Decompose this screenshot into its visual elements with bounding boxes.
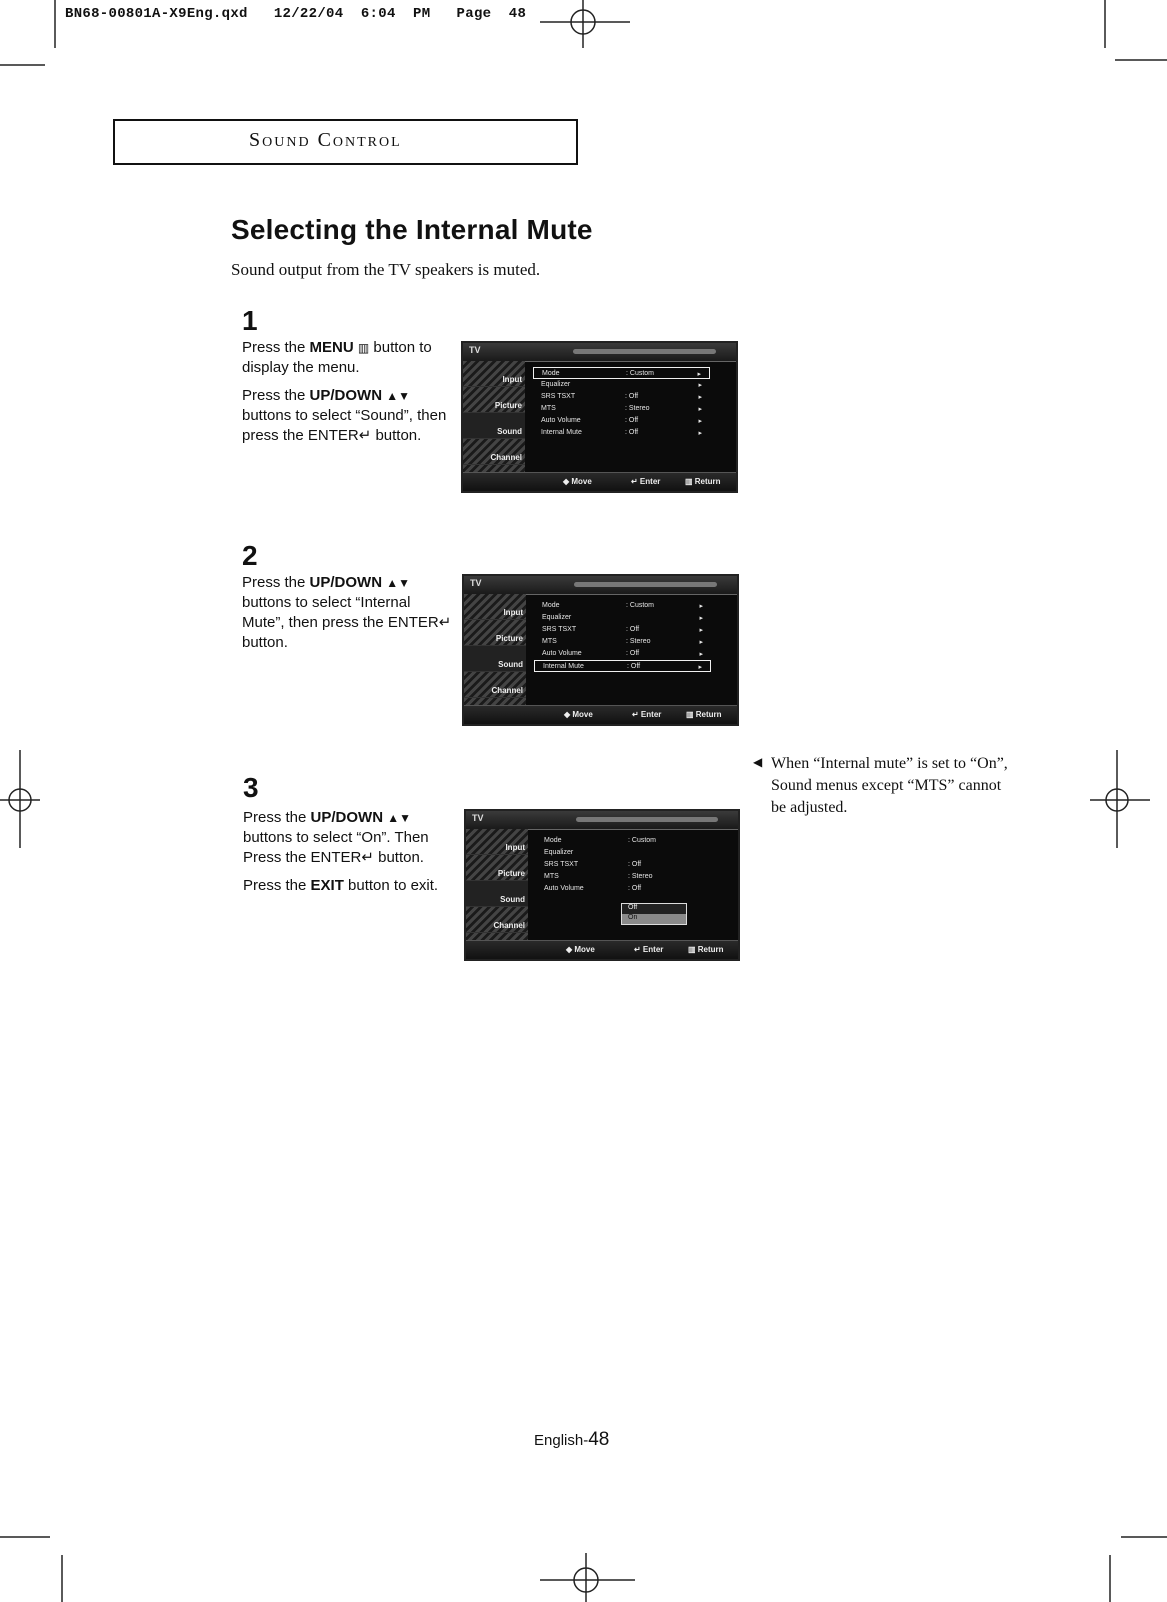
menu-row-mode: Mode : Custom <box>544 837 657 844</box>
step-3-paragraph-2: Press the EXIT button to exit. <box>243 877 439 894</box>
menu-row-mode: Mode : Custom ▸ <box>533 367 710 379</box>
menu-row-internal-mute: Internal Mute : Off ▸ <box>541 429 702 437</box>
step-3-instructions <box>243 808 459 904</box>
step-1-paragraph-1: Press the MENU ▥ button to display the menu. <box>242 339 432 376</box>
tv-menu-sidebar <box>463 361 525 473</box>
tv-menu-sidebar <box>466 829 528 941</box>
menu-row-srs-tsxt: SRS TSXT : Off ▸ <box>541 393 702 401</box>
menu-row-internal-mute: Internal Mute : Off ▸ <box>534 660 711 672</box>
tv-menu-rows <box>534 600 711 672</box>
sidebar-item-input: Input <box>466 829 528 855</box>
menu-icon: ▥ <box>357 341 370 355</box>
tv-menu-screenshot-step-3 <box>464 809 740 961</box>
menu-row-equalizer: Equalizer ▸ <box>541 381 702 389</box>
step-2-paragraph-1: Press the UP/DOWN ▲▼ buttons to select “Internal Mute”, then press the ENTER↵ button. <box>242 574 452 651</box>
menu-row-equalizer: Equalizer ▸ <box>542 614 703 622</box>
page-number: English-48 <box>534 1429 610 1450</box>
tv-menu-topbar: TV <box>463 343 736 362</box>
tv-menu-topbar: TV <box>464 576 737 595</box>
up-down-arrows-icon: ▲▼ <box>386 389 410 403</box>
page-title: Selecting the Internal Mute <box>231 214 593 245</box>
step-3-number: 3 <box>243 772 259 803</box>
up-down-arrows-icon: ▲▼ <box>387 811 411 825</box>
tv-menu-screenshot-step-1 <box>461 341 738 493</box>
menu-row-srs-tsxt: SRS TSXT : Off ▸ <box>542 626 703 634</box>
sidebar-item-picture: Picture <box>466 855 528 881</box>
menu-row-auto-volume: Auto Volume : Off ▸ <box>542 650 703 658</box>
triangle-left-icon: ◀ <box>753 755 763 769</box>
sidebar-item-picture: Picture <box>463 387 525 413</box>
sidebar-item-sound: Sound <box>463 413 525 439</box>
tv-menu-topbar: TV <box>466 811 738 830</box>
menu-row-mode: Mode : Custom ▸ <box>542 602 703 610</box>
tv-menu-footer: ◆ Move ↵ Enter ▥ Return <box>464 705 737 724</box>
section-title: Sound Control <box>249 129 402 151</box>
sidebar-item-input: Input <box>463 361 525 387</box>
menu-row-mts: MTS : Stereo ▸ <box>541 405 702 413</box>
tv-menu-footer: ◆ Move ↵ Enter ▥ Return <box>466 940 738 959</box>
step-1-number: 1 <box>242 305 258 336</box>
sidebar-item-channel: Channel <box>464 672 526 698</box>
side-note: When “Internal mute” is set to “On”, Sound menus except “MTS” cannot be adjusted. <box>771 755 1008 816</box>
intro-text: Sound output from the TV speakers is muted. <box>231 260 541 279</box>
print-slug: BN68-00801A-X9Eng.qxd 12/22/04 6:04 PM Page 48 <box>65 6 527 22</box>
menu-row-auto-volume: Auto Volume : Off <box>544 885 642 892</box>
menu-row-equalizer: Equalizer <box>544 849 574 856</box>
tv-menu-rows <box>533 367 710 439</box>
sidebar-item-picture: Picture <box>464 620 526 646</box>
step-1-paragraph-2: Press the UP/DOWN ▲▼ buttons to select “Sound”, then press the ENTER↵ button. <box>242 387 447 444</box>
sidebar-item-input: Input <box>464 594 526 620</box>
sidebar-item-channel: Channel <box>466 907 528 933</box>
popup-option-off: Off <box>628 904 638 911</box>
tv-menu-rows <box>536 835 712 895</box>
menu-row-auto-volume: Auto Volume : Off ▸ <box>541 417 702 425</box>
step-2-number: 2 <box>242 540 258 571</box>
step-2-instructions <box>242 573 452 661</box>
menu-row-mts: MTS : Stereo ▸ <box>542 638 703 646</box>
sidebar-item-sound: Sound <box>466 881 528 907</box>
step-1-instructions <box>242 338 452 454</box>
menu-row-mts: MTS : Stereo <box>544 873 653 880</box>
step-3-paragraph-1: Press the UP/DOWN ▲▼ buttons to select “On”. Then Press the ENTER↵ button. <box>243 809 429 866</box>
popup-option-on: On <box>622 914 686 924</box>
tv-menu-screenshot-step-2 <box>462 574 739 726</box>
sidebar-item-channel: Channel <box>463 439 525 465</box>
tv-menu-sidebar <box>464 594 526 706</box>
menu-row-srs-tsxt: SRS TSXT : Off <box>544 861 642 868</box>
tv-menu-footer: ◆ Move ↵ Enter ▥ Return <box>463 472 736 491</box>
sidebar-item-sound: Sound <box>464 646 526 672</box>
internal-mute-option-popup <box>621 903 687 925</box>
up-down-arrows-icon: ▲▼ <box>386 576 410 590</box>
